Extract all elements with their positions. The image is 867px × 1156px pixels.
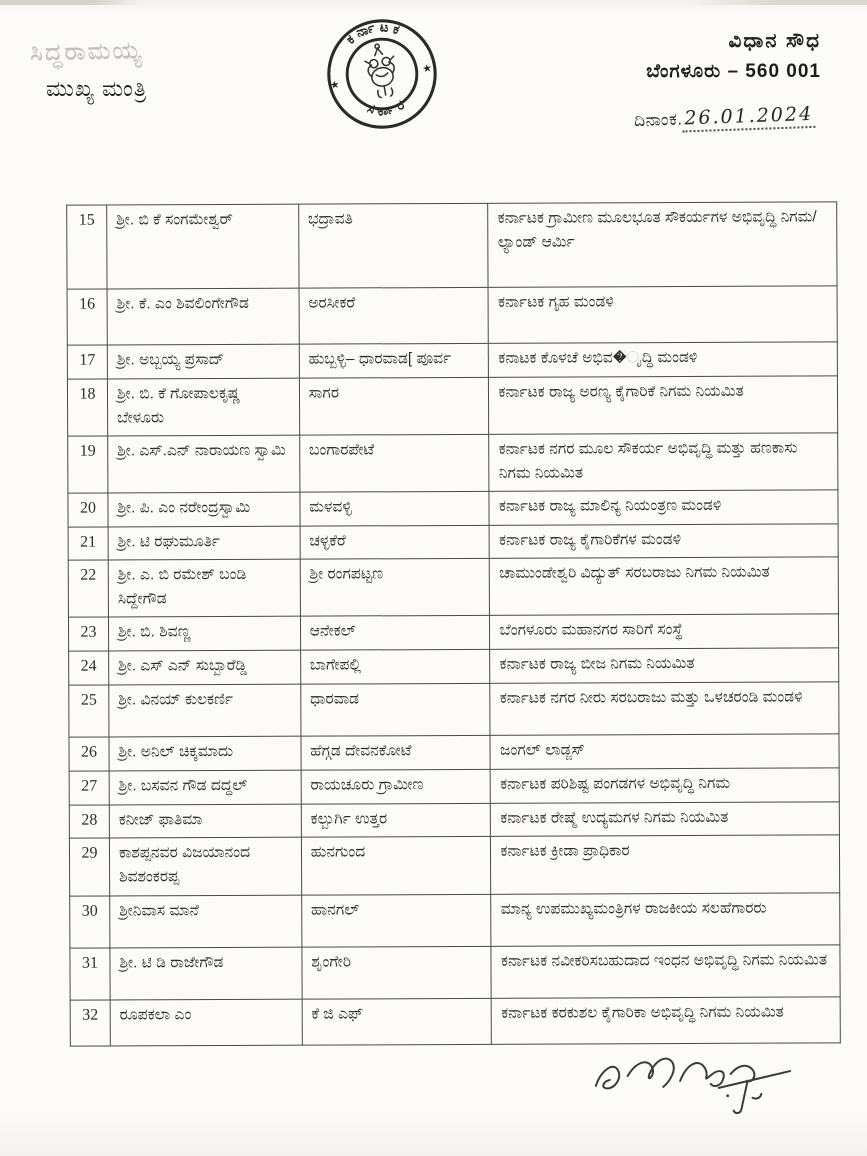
constituency-cell: ಧಾರವಾಡ [300,683,490,736]
signature-scrawl-icon [586,1036,804,1114]
assignments-table [66,201,841,1046]
member-name-cell: ಶ್ರೀ. ಬಿ. ಶಿವಣ್ಣ [108,617,300,652]
member-name-cell: ಶ್ರೀ. ವಿನಯ್ ಕುಲಕರ್ಣಿ [109,684,301,737]
member-name-cell: ಶ್ರೀ. ಬಿ ಕೆ ಸಂಗಮೇಶ್ವರ್ [107,204,299,289]
row-serial-number: 25 [69,685,109,737]
constituency-cell: ಆನೇಕಲ್ [300,616,490,651]
member-name-cell: ರೂಪಕಲಾ ಎಂ [110,999,302,1046]
row-serial-number: 22 [68,560,108,617]
constituency-cell: ಬಂಗಾರಪೇಟೆ [299,434,489,492]
member-name-cell: ಶ್ರೀ. ಎಸ್.ಎನ್ ನಾರಾಯಣ ಸ್ವಾಮಿ [108,435,300,493]
organisation-cell: ಕರ್ನಾಟಕ ರಾಜ್ಯ ಕೈಗಾರಿಕೆಗಳ ಮಂಡಳಿ [490,523,839,558]
gandaberunda-emblem-icon [362,42,400,100]
member-name-cell: ಶ್ರೀ. ಎ. ಬಿ ರಮೇಶ್ ಬಂಡಿ ಸಿದ್ದೇಗೌಡ [108,560,300,618]
assignments-table-body [67,202,841,1046]
letterhead-right [646,30,821,83]
constituency-cell: ಸಾಗರ [299,377,489,435]
constituency-cell: ಶ್ರೀ ರಂಗಪಟ್ಟಣ [300,559,490,617]
seal-star-left-icon: ★ [329,78,341,92]
member-name-cell: ಶ್ರೀ. ಟಿ ರಘುಮೂರ್ತಿ [108,526,300,561]
office-name: ವಿಧಾನ ಸೌಧ [728,30,821,52]
seal-star-right-icon: ★ [421,62,433,76]
member-name-cell: ಶ್ರೀ. ಅಬ್ಬಯ್ಯ ಪ್ರಸಾದ್ [107,344,299,379]
member-name-cell: ಶ್ರೀ. ಕೆ. ಎಂ ಶಿವಲಿಂಗೇಗೌಡ [107,288,299,345]
row-serial-number: 20 [68,493,108,527]
member-name-cell: ಶ್ರೀ. ಅನಿಲ್ ಚಿಕ್ಕಮಾದು [109,736,301,771]
organisation-cell: ಕರ್ನಾಟಕ ನಗರ ಮೂಲ ಸೌಕರ್ಯ ಅಭಿವೃದ್ಧಿ ಮತ್ತು ಹಣಕಾಸು ನಿಗಮ ನಿಯಮಿತ [489,433,838,492]
table-row [68,433,838,493]
constituency-cell: ಹುನಗುಂದ [301,837,491,895]
row-serial-number: 17 [67,345,107,379]
table-row [69,801,839,838]
constituency-cell: ಬಾಗೇಪಲ್ಲಿ [300,650,490,685]
scan-edge-shadow [0,0,867,5]
constituency-cell: ಭದ್ರಾವತಿ [298,203,488,288]
constituency-cell: ಅರಸೀಕರೆ [299,287,489,344]
row-serial-number: 32 [70,1000,110,1046]
cm-title: ಮುಖ್ಯ ಮಂತ್ರಿ [46,76,148,101]
organisation-cell: ಕರ್ನಾಟಕ ನಗರ ನೀರು ಸರಬರಾಜು ಮತ್ತು ಒಳಚರಂಡಿ ಮಂಡಳಿ [490,682,839,736]
organisation-cell: ಕರ್ನಾಟಕ ಗ್ರಾಮೀಣ ಮೂಲಭೂತ ಸೌಕರ್ಯಗಳ ಅಭಿವೃದ್ಧಿ ನಿಗಮ/ಲ್ಯಾಂಡ್ ಆರ್ಮಿ [488,202,837,288]
table-row [67,286,837,345]
constituency-cell: ಮಳವಳ್ಳಿ [300,491,490,526]
organisation-cell: ಚಾಮುಂಡೇಶ್ವರಿ ವಿದ್ಯುತ್ ಸರಬರಾಜು ನಿಗಮ ನಿಯಮಿತ [490,557,839,616]
member-name-cell: ಶ್ರೀ. ಬಿ. ಕೆ ಗೋಪಾಲಕೃಷ್ಣ ಬೇಳೂರು [107,378,299,436]
table-row [69,835,839,895]
member-name-cell: ಶ್ರೀ. ಎಸ್ ಎನ್ ಸುಬ್ಬಾರೆಡ್ಡಿ [109,650,301,685]
seal-top-text: ಕರ್ನಾಟಕ [343,18,406,47]
constituency-cell: ಹೆಗ್ಗಡ ದೇವನಕೋಟೆ [301,735,491,770]
karnataka-seal-icon [315,7,449,141]
row-serial-number: 31 [70,948,110,1000]
organisation-cell: ಜಂಗಲ್ ಲಾಡ್ಜಸ್ [490,734,839,769]
date-value-handwritten: 26.01.2024 [682,103,816,133]
table-row [70,892,840,947]
member-name-cell: ಶ್ರೀನಿವಾಸ ಮಾನೆ [110,895,302,948]
constituency-cell: ಕಲ್ಬುರ್ಗಿ ಉತ್ತರ [301,803,491,838]
organisation-cell: ಕರ್ನಾಟಕ ರಾಜ್ಯ ಅರಣ್ಯ ಕೈಗಾರಿಕೆ ನಿಗಮ ನಿಯಮಿತ [489,376,838,435]
table-row [67,202,837,289]
member-name-cell: ಕಾಶಪ್ಪನವರ ವಿಜಯಾನಂದ ಶಿವಶಂಕರಪ್ಪ [109,838,301,896]
cm-name-embossed: ಸಿದ್ಧರಾಮಯ್ಯ [29,36,144,67]
member-name-cell: ಶ್ರೀ. ಪಿ. ಎಂ ನರೇಂದ್ರಸ್ವಾಮಿ [108,492,300,527]
letterhead-left [30,38,147,102]
row-serial-number: 28 [69,805,109,839]
organisation-cell: ಕರ್ನಾಟಕ ರೇಷ್ಮೆ ಉದ್ಯಮಗಳ ನಿಗಮ ನಿಯಮಿತ [491,801,840,836]
row-serial-number: 15 [67,205,107,289]
constituency-cell: ಚಳ್ಳಕೆರೆ [300,525,490,560]
organisation-cell: ಕರ್ನಾಟಕ ರಾಜ್ಯ ಬೀಜ ನಿಗಮ ನಿಯಮಿತ [490,648,839,683]
date-row [634,103,816,131]
organisation-cell: ಕರ್ನಾಟಕ ನವೀಕರಿಸಬಹುದಾದ ಇಂಧನ ಅಭಿವೃದ್ಧಿ ನಿಗಮ ನಿಯಮಿತ [491,944,840,998]
organisation-cell: ಕರ್ನಾಟಕ ರಾಜ್ಯ ಮಾಲಿನ್ಯ ನಿಯಂತ್ರಣ ಮಂಡಳಿ [489,490,838,525]
office-city-pincode: ಬೆಂಗಳೂರು – 560 001 [646,61,821,82]
row-serial-number: 30 [70,896,110,948]
constituency-cell: ಹಾನಗಲ್ [301,894,491,947]
constituency-cell: ರಾಯಚೂರು ಗ್ರಾಮೀಣ [301,769,491,804]
row-serial-number: 18 [67,379,107,436]
organisation-cell: ಕರ್ನಾಟಕ ಕ್ರೀಡಾ ಪ್ರಾಧಿಕಾರ [491,835,840,894]
row-serial-number: 19 [68,436,108,493]
table-row [67,342,837,379]
table-row [67,376,837,436]
table-row [69,682,839,737]
seal-bottom-text: ಸರ್ಕಾರ [365,94,412,119]
row-serial-number: 23 [68,617,108,651]
table-row [68,523,838,560]
table-row [69,648,839,685]
organisation-cell: ಕನಾಟಕ ಕೊಳಚೆ ಅಭಿವ�ೃದ್ಧಿ ಮಂಡಳಿ [489,342,838,377]
table-row [68,490,838,527]
member-name-cell: ಕನೀಜ್ ಫಾತಿಮಾ [109,804,301,839]
organisation-cell: ಬೆಂಗಳೂರು ಮಹಾನಗರ ಸಾರಿಗೆ ಸಂಸ್ಥೆ [490,614,839,649]
row-serial-number: 27 [69,771,109,805]
row-serial-number: 29 [69,838,109,895]
organisation-cell: ಮಾನ್ಯ ಉಪಮುಖ್ಯಮಂತ್ರಿಗಳ ರಾಜಕೀಯ ಸಲಹೆಗಾರರು [491,892,840,946]
table-row [68,614,838,651]
row-serial-number: 21 [68,527,108,561]
table-row [68,557,838,617]
constituency-cell: ಶೃಂಗೇರಿ [302,946,492,999]
cm-signature [586,1036,804,1114]
row-serial-number: 26 [69,737,109,771]
table-row [69,768,839,805]
row-serial-number: 16 [67,289,107,345]
government-seal [315,7,449,141]
member-name-cell: ಶ್ರೀ. ಟಿ ಡಿ ರಾಜೇಗೌಡ [110,947,302,1000]
organisation-cell: ಕರ್ನಾಟಕ ಗೃಹ ಮಂಡಳಿ [489,286,838,344]
organisation-cell: ಕರ್ನಾಟಕ ಕರಕುಶಲ ಕೈಗಾರಿಕಾ ಅಭಿವೃದ್ಧಿ ನಿಗಮ ನಿಯಮಿತ [492,996,841,1044]
constituency-cell: ಕೆ ಜಿ ಎಫ್ [302,998,492,1045]
table-row [69,734,839,771]
organisation-cell: ಕರ್ನಾಟಕ ಪರಿಶಿಷ್ಟ ಪಂಗಡಗಳ ಅಭಿವೃದ್ಧಿ ನಿಗಮ [491,768,840,803]
date-label: ದಿನಾಂಕ. [633,109,683,131]
constituency-cell: ಹುಬ್ಬಳ್ಳಿ– ಧಾರವಾಡ[ ಪೂರ್ವ [299,343,489,378]
member-name-cell: ಶ್ರೀ. ಬಸವನ ಗೌಡ ದದ್ದಲ್ [109,770,301,805]
row-serial-number: 24 [69,651,109,685]
table-row [70,944,840,999]
